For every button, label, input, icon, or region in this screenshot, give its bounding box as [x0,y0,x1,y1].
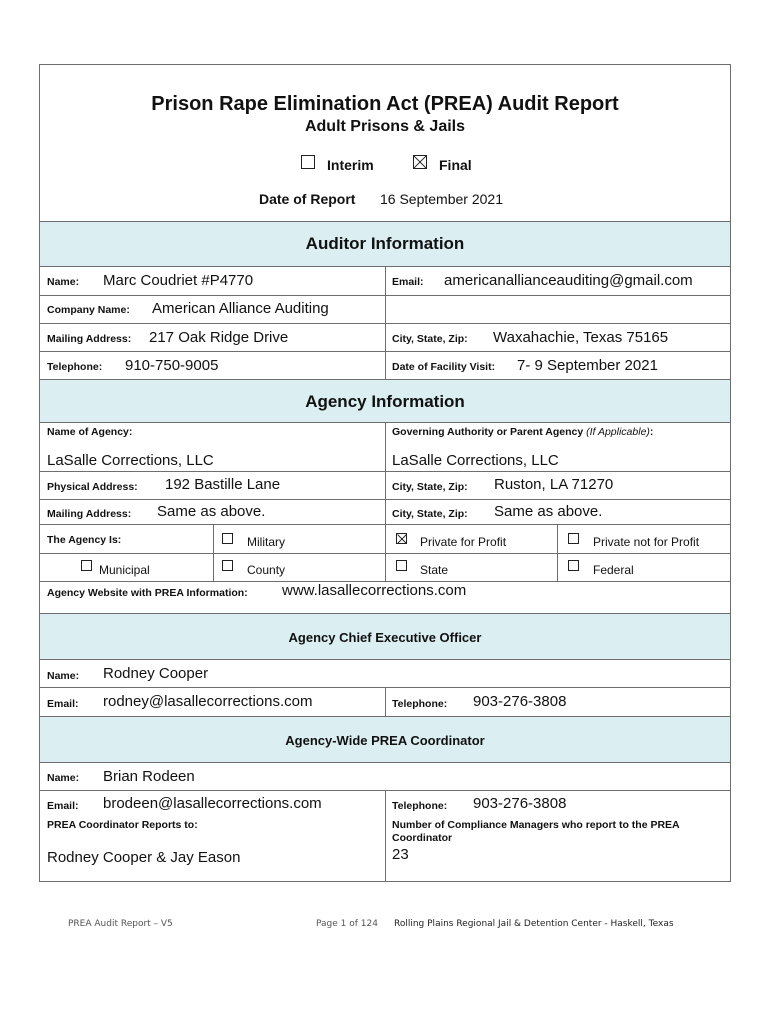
auditor-name-label: Name: [47,276,80,288]
state-label: State [420,563,449,577]
auditor-mailing-value: 217 Oak Ridge Drive [149,329,289,346]
report-subtitle: Adult Prisons & Jails [304,118,466,135]
private-for-profit-label: Private for Profit [420,535,507,549]
compliance-managers-label-line2: Coordinator [392,832,453,844]
agency-city2-value: Same as above. [494,503,603,520]
state-checkbox[interactable] [396,560,407,571]
reports-to-label: PREA Coordinator Reports to: [47,819,198,831]
ceo-phone-value: 903-276-3808 [473,693,567,710]
ceo-email-value: rodney@lasallecorrections.com [103,693,313,710]
auditor-mailing-label: Mailing Address: [47,333,132,345]
audit-report-form [39,64,731,882]
coordinator-email-label: Email: [47,800,79,812]
coordinator-phone-value: 903-276-3808 [473,795,567,812]
final-label: Final [439,157,472,173]
ceo-email-label: Email: [47,698,79,710]
agency-mailing-label: Mailing Address: [47,508,132,520]
coordinator-section-title: Agency-Wide PREA Coordinator [285,733,485,748]
interim-checkbox[interactable] [301,155,315,169]
auditor-city-label: City, State, Zip: [392,333,468,345]
coordinator-name-label: Name: [47,772,80,784]
agency-city2-label: City, State, Zip: [392,508,468,520]
ceo-phone-label: Telephone: [392,698,448,710]
footer-version: PREA Audit Report – V5 [68,919,173,929]
agency-name-label: Name of Agency: [47,426,133,438]
county-label: County [247,563,286,577]
private-not-for-profit-label: Private not for Profit [593,535,700,549]
private-not-for-profit-checkbox[interactable] [568,533,579,544]
ceo-name-value: Rodney Cooper [103,665,209,682]
report-title: Prison Rape Elimination Act (PREA) Audit Report [151,93,619,115]
footer-facility: Rolling Plains Regional Jail & Detention Center - Haskell, Texas [394,919,674,929]
company-name-label: Company Name: [47,304,130,316]
governing-authority-label-text: Governing Authority or Parent Agency [392,426,584,438]
governing-authority-label [392,426,653,438]
municipal-checkbox[interactable] [81,560,92,571]
coordinator-email-value: brodeen@lasallecorrections.com [103,795,322,812]
ceo-name-label: Name: [47,670,80,682]
auditor-city-value: Waxahachie, Texas 75165 [493,329,669,346]
auditor-name-value: Marc Coudriet #P4770 [103,272,254,289]
reports-to-value: Rodney Cooper & Jay Eason [47,849,241,866]
agency-website-value[interactable]: www.lasallecorrections.com [282,582,467,599]
agency-name-value: LaSalle Corrections, LLC [47,452,214,469]
governing-authority-colon: : [649,426,654,438]
governing-authority-note: (If Applicable) [586,426,650,438]
final-checkbox[interactable] [413,155,427,169]
physical-address-label: Physical Address: [47,481,138,493]
agency-section-title: Agency Information [305,392,465,411]
visit-date-value: 7- 9 September 2021 [517,357,658,374]
auditor-section-title: Auditor Information [305,234,465,253]
agency-city1-value: Ruston, LA 71270 [494,476,614,493]
physical-address-value: 192 Bastille Lane [165,476,281,493]
military-checkbox[interactable] [222,533,233,544]
agency-city1-label: City, State, Zip: [392,481,468,493]
company-name-value: American Alliance Auditing [152,300,329,317]
county-checkbox[interactable] [222,560,233,571]
coordinator-phone-label: Telephone: [392,800,448,812]
report-date-label: Date of Report [259,191,356,207]
coordinator-name-value: Brian Rodeen [103,768,195,785]
municipal-label: Municipal [99,563,150,577]
federal-checkbox[interactable] [568,560,579,571]
agency-type-label: The Agency Is: [47,534,122,546]
visit-date-label: Date of Facility Visit: [392,361,496,373]
compliance-managers-label-line1: Number of Compliance Managers who report to the PREA [392,819,680,831]
agency-website-label: Agency Website with PREA Information: [47,587,248,599]
footer-page-number: Page 1 of 124 [316,919,378,929]
auditor-phone-value: 910-750-9005 [125,357,219,374]
interim-label: Interim [327,157,374,173]
agency-mailing-value: Same as above. [157,503,266,520]
report-date-value: 16 September 2021 [380,191,503,207]
governing-authority-value: LaSalle Corrections, LLC [392,452,559,469]
compliance-managers-value: 23 [392,846,409,863]
private-for-profit-checkbox[interactable] [396,533,407,544]
auditor-email-label: Email: [392,276,424,288]
auditor-phone-label: Telephone: [47,361,103,373]
auditor-email-value: americanallianceauditing@gmail.com [444,272,693,289]
federal-label: Federal [593,563,634,577]
military-label: Military [247,535,285,549]
ceo-section-title: Agency Chief Executive Officer [288,630,482,645]
